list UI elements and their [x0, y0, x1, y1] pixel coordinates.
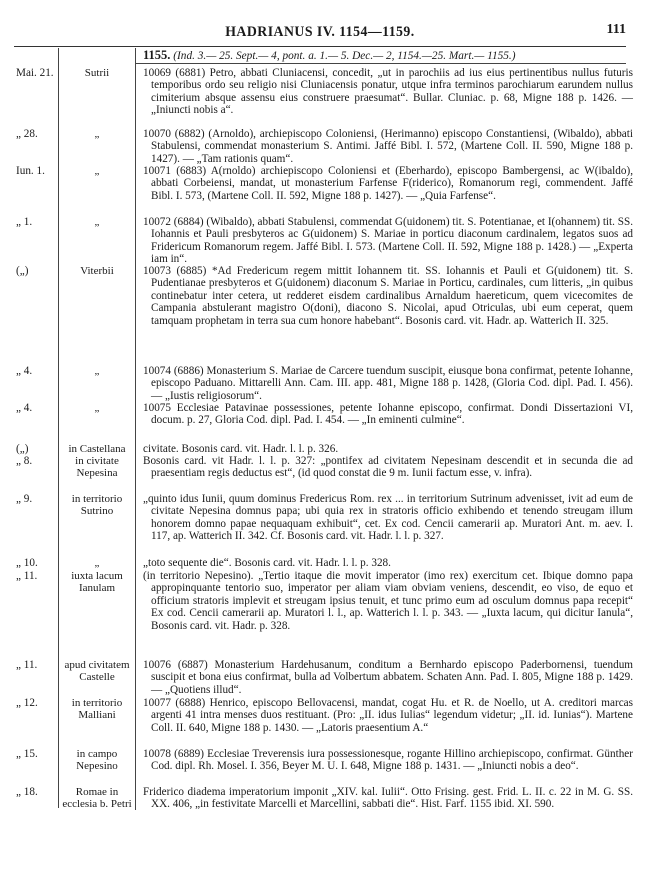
entry-date: Mai. 21. [16, 67, 54, 79]
entry-date: „ 8. [16, 455, 33, 467]
entry-text: 10074 (6886) Monasterium S. Mariae de Carcere tuendum suscipit, eiusque bona confirmat, petente Iohanne, episcopo Paduano. Mittarelli Ann. Cam. III. app. 481, Migne 188 p. 1428, (Gloria Cod. dipl. Pad. I. 456). — „Iustis religiosorum“. [143, 365, 633, 402]
entry-place: Sutrii [84, 67, 110, 79]
entry-place: Romae in ecclesia b. Petri [62, 786, 132, 811]
entry-place: in civitate Nepesina [75, 455, 119, 480]
entry-date: „ 11. [16, 659, 38, 671]
entry-date: „ 18. [16, 786, 38, 798]
entry-date: „ 12. [16, 697, 38, 709]
entry-text: 10071 (6883) A(rnoldo) archiepiscopo Coloniensi et (Eberhardo), episcopo Bambergensi, ac W(ibaldo), abbati Corbeiensi, mandat, ut monasterium Farfense F(riderico), Romanorum regi, commendent. Jaffé Bibl. I. 573, (Martene Coll. II. 592, Migne 188 p. 1427). — „Quia Farfense“. [143, 165, 633, 202]
entry-text: 10077 (6888) Henrico, episcopo Bellovacensi, mandat, cogat Hu. et R. de Noello, ut A. creditori marcas argenti 41 intra menses duos restituant. (Pro: „II. idus Iulias“ legendum videtur; „II. id. Iunias“). Martene Coll. II. 640, Migne 188 p. 1430. — „Latoris praesentium A.“ [143, 697, 633, 734]
year-label: 1155. [143, 48, 171, 62]
entry-date: „ 11. [16, 570, 38, 582]
entry-place: „ [94, 557, 100, 569]
entry-date: „ 4. [16, 402, 33, 414]
entry-date: „ 28. [16, 128, 38, 140]
entry-date: („) [16, 265, 29, 277]
entry-text: Friderico diadema imperatorium imponit „XIV. kal. Iulii“. Otto Frising. gest. Frid. L. II. c. 22 in M. G. SS. XX. 406, „in festivitate Marcelli et Marcellini, sabbati die“. Hist. Farf. 1155 ibid. XI. 590. [143, 786, 633, 811]
place-column-rule [135, 48, 136, 810]
entry-text: 10073 (6885) *Ad Fredericum regem mittit Iohannem tit. SS. Iohannis et Pauli et G(uidonem) tit. S. Pudentianae presbyteros et G(uidonem) diaconum S. Mariae in Porticu, cardinales, cum litteris, „in quibus continebatur inter cetera, ut redderet eisdem cardinalibus Arnaldum haereticum, quem vicecomites de Campania abstulerant magistro O(doni), diacono S. Nicolai, apud Otriculas, ubi eum ceperat, quem tamquam prophetam in terra sua cum honore habebant“. Bosonis card. vit. Hadr. ap. Watterich II. 325. [143, 265, 633, 327]
running-header [14, 22, 626, 42]
heading-rule [136, 63, 626, 64]
header-rule [14, 46, 626, 47]
entry-date: („) [16, 443, 29, 455]
entry-text: 10070 (6882) (Arnoldo), archiepiscopo Coloniensi, (Herimanno) episcopo Constantiensi, (Wibaldo), abbati Stabulensi, commendat monasterium S. Antimi. Jaffé Bibl. I. 572, (Martene Coll. II. 590, Migne 188 p. 1427). — „Tam rationis quam“. [143, 128, 633, 165]
entry-place: „ [94, 365, 100, 377]
indiction-label: (Ind. 3.— 25. Sept.— 4, pont. a. 1.— 5. Dec.— 2, 1154.—25. Mart.— 1155.) [173, 50, 516, 62]
entry-text: Bosonis card. vit Hadr. l. l. p. 327: „pontifex ad civitatem Nepesinam descendit et in secunda die ad praesentiam regis deductus est“, (id quod constat die 9 m. Iunii factum esse, v. infra). [143, 455, 633, 480]
entry-place: „ [94, 402, 100, 414]
entry-place: iuxta lacum Ianulam [71, 570, 123, 595]
page-number: 111 [606, 22, 626, 37]
entry-place: „ [94, 216, 100, 228]
entry-text: 10076 (6887) Monasterium Hardehusanum, conditum a Bernhardo episcopo Paderbornensi, tuendum suscipit et bona eius confirmat, bulla ad Volbertum abbatem. Schaten Ann. Pad. I. 805, Migne 188 p. 1429. — „Quotiens illud“. [143, 659, 633, 696]
entry-text: „toto sequente die“. Bosonis card. vit. Hadr. l. l. p. 328. [143, 557, 391, 569]
entry-date: „ 9. [16, 493, 33, 505]
entry-place: in campo Nepesino [76, 748, 118, 773]
entry-text: 10069 (6881) Petro, abbati Cluniacensi, concedit, „ut in parochiis ad ius eius pertinentibus nullus futuris temporibus ordo seu religio nisi Cluniacensis ponatur, utque infra terminos parochiarum earundem nullus cimiterium absque assensu eius construere praesumat“. Bullar. Cluniac. p. 68, Migne 188 p. 1426. — „Iniuncti nobis a“. [143, 67, 633, 117]
entry-place: apud civitatem Castelle [64, 659, 130, 684]
entry-text: 10072 (6884) (Wibaldo), abbati Stabulensi, commendat G(uidonem) tit. S. Potentianae, et I(ohannem) tit. SS. Iohannis et Pauli presbyteros ac G(uidonem) S. Mariae in porticu diaconum cardinalem, legatos suos ad Fridericum Romanorum regem. Jaffé Bibl. I. 573. (Martene Coll. II. 592, Migne 188 p. 1428.) — „Experta iam in“. [143, 216, 633, 266]
entry-date: Iun. 1. [16, 165, 45, 177]
entry-place: in Castellana [68, 443, 126, 455]
entry-place: Viterbii [80, 265, 114, 277]
entry-text: 10078 (6889) Ecclesiae Treverensis iura possessionesque, rogante Hillino archiepiscopo, confirmat. Günther Cod. dipl. Rh. Mosel. I. 356, Beyer M. U. I. 648, Migne 188 p. 1431. — „Iniuncti nobis a deo“. [143, 748, 633, 773]
entry-place: in territorio Malliani [71, 697, 123, 722]
entry-date: „ 1. [16, 216, 33, 228]
entry-place: „ [94, 128, 100, 140]
entry-text: (in territorio Nepesino). „Tertio itaque die movit imperator (imo rex) exercitum cet. Ibique domno papa appropinquante tentorio suo, imperator per aliam viam obviam veniens, descendit, eo viso, de equo et officium stratoris implevit et streugam ipsius tenuit, et tunc primo eum ad osculum domnus papa recepit“ Ex cod. Cencii camerarii ap. Muratori l. l., ap. Watterich l. l. p. 343. — „Iuxta lacum, qui dicitur Ianula“, Bosonis card. vit. Hadr. p. 328. [143, 570, 633, 632]
entry-place: in territorio Sutrino [71, 493, 123, 518]
running-title: HADRIANUS IV. 1154—1159. [225, 23, 415, 40]
entry-date: „ 4. [16, 365, 33, 377]
entry-place: „ [94, 165, 100, 177]
year-heading [143, 48, 633, 62]
date-column-rule [58, 48, 59, 808]
entry-text: 10075 Ecclesiae Patavinae possessiones, petente Iohanne episcopo, confirmat. Dondi Dissertazioni VI, docum. p. 27, Gloria Cod. dipl. Pad. I. 454. — „In eminenti culmine“. [143, 402, 633, 427]
entry-text: „quinto idus Iunii, quum dominus Fredericus Rom. rex ... in territorium Sutrinum advenisset, ivit ad eum de civitate Nepesina domnus papa; ubi quia rex in stratoris officio exhibendo et tenendo streugam illum honorem domno papae nequaquam exhibuit“, cet. Ex cod. Cencii camerarii ap. Muratori Ant. m. aev. I. 117, ap. Watterich II. 342. Cf. Bosonis card. vit. Hadr. l. l. p. 327. [143, 493, 633, 543]
entry-text: civitate. Bosonis card. vit. Hadr. l. l. p. 326. [143, 443, 339, 455]
entry-date: „ 15. [16, 748, 38, 760]
entry-date: „ 10. [16, 557, 38, 569]
